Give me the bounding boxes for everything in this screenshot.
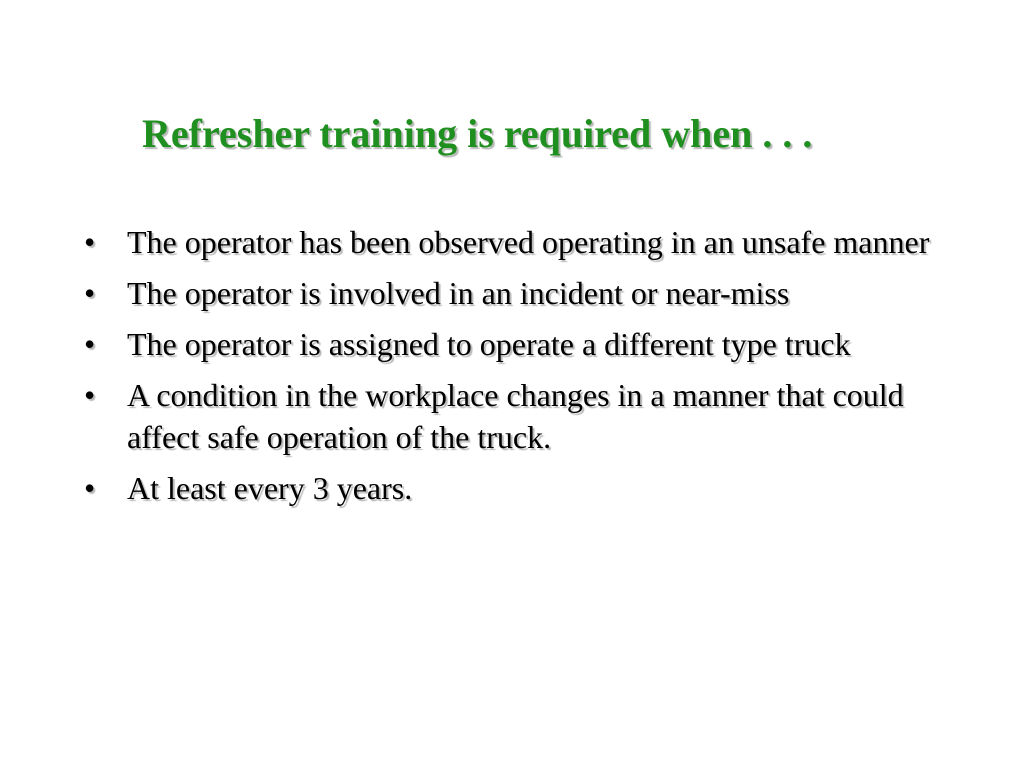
bullet-item-different-truck <box>84 323 954 365</box>
bullet-text: A condition in the workplace changes in a manner that could affect safe operation of the truck. <box>127 377 904 455</box>
bullet-item-three-years <box>84 467 954 509</box>
bullet-item-incident <box>84 272 954 314</box>
bullet-icon: • <box>84 377 96 413</box>
bullet-icon: • <box>84 326 96 362</box>
bullet-icon: • <box>84 275 96 311</box>
slide-title: Refresher training is required when . . . <box>142 111 813 156</box>
bullet-text: The operator is assigned to operate a different type truck <box>127 326 851 362</box>
bullet-icon: • <box>84 224 96 260</box>
bullet-icon: • <box>84 470 96 506</box>
bullet-list <box>84 221 954 518</box>
bullet-text: The operator has been observed operating in an unsafe manner <box>127 224 930 260</box>
bullet-text: At least every 3 years. <box>127 470 413 506</box>
bullet-item-unsafe-manner <box>84 221 954 263</box>
bullet-item-workplace-condition <box>84 374 954 458</box>
bullet-text: The operator is involved in an incident or near-miss <box>127 275 790 311</box>
